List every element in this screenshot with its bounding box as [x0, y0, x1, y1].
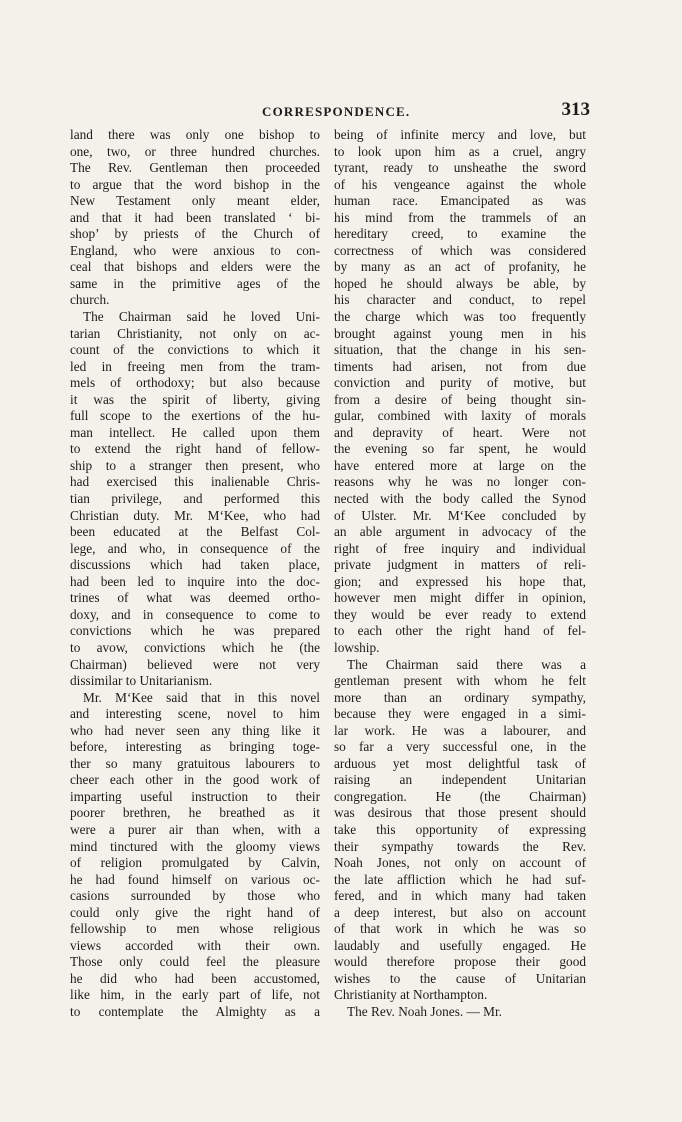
text-line: take this opportunity of expressing [334, 821, 586, 837]
text-line: lowship. [334, 639, 380, 655]
text-line: been educated at the Belfast Col- [70, 524, 320, 540]
text-line: they would be ever ready to extend [334, 606, 586, 622]
text-line: before, interesting as bringing toge- [70, 739, 320, 755]
text-line: his character and conduct, to repel [334, 292, 586, 308]
text-line: same in the primitive ages of the [70, 275, 320, 291]
text-line: the late affliction which he had suf- [334, 871, 586, 887]
text-line: hereditary creed, to examine the [334, 226, 586, 242]
text-line: and that it had been translated ‘ bi- [70, 209, 320, 225]
text-line: he had found himself on various oc- [70, 871, 320, 887]
text-line: England, who were anxious to con- [70, 242, 320, 258]
text-line: fered, and in which many had taken [334, 888, 586, 904]
text-line: shop’ by priests of the Church of [70, 226, 320, 242]
page-number: 313 [561, 99, 590, 120]
text-line: right of free inquiry and individual [334, 540, 586, 556]
text-line: Chairman) believed were not very [70, 656, 320, 672]
text-line: gion; and expressed his hope that, [334, 573, 586, 589]
text-line: one, two, or three hundred churches. [70, 143, 320, 159]
text-line: the evening so far spent, he would [334, 441, 586, 457]
text-line: have entered more at large on the [334, 457, 586, 473]
text-line: lege, and who, in consequence of the [70, 540, 320, 556]
text-line: of that work in which he was so [334, 921, 586, 937]
text-line: fellowship to men whose religious [70, 921, 320, 937]
text-line: could only give the right hand of [70, 904, 320, 920]
text-line: reasons why he was no longer con- [334, 474, 586, 490]
text-line: led in freeing men from the tram- [70, 358, 320, 374]
text-line: dissimilar to Unitarianism. [70, 673, 213, 689]
text-line: timents had arisen, not from due [334, 358, 586, 374]
text-line: an able argument in advocacy of the [334, 524, 586, 540]
text-line: convictions which he was prepared [70, 623, 320, 639]
running-head: CORRESPONDENCE. [262, 104, 411, 119]
text-line: Those only could feel the pleasure [70, 954, 320, 970]
text-line: to each other the right hand of fel- [334, 623, 586, 639]
text-line: had been led to inquire into the doc- [70, 573, 320, 589]
text-line: casions surrounded by those who [70, 888, 320, 904]
text-line: The Chairman said he loved Uni- [83, 309, 320, 325]
text-line: to avow, convictions which he (the [70, 639, 320, 655]
text-line: brought against young men in his [334, 325, 586, 341]
text-line: correctness of which was considered [334, 242, 586, 258]
text-line: poorer brethren, he breathed as it [70, 805, 320, 821]
text-line: congregation. He (the Chairman) [334, 788, 586, 804]
text-line: imparting useful instruction to their [70, 788, 320, 804]
text-line: lar work. He was a labourer, and [334, 722, 586, 738]
right-column [334, 127, 586, 1021]
text-line: however men might differ in opinion, [334, 590, 586, 606]
text-line: private judgment in matters of reli- [334, 557, 586, 573]
text-line: of Ulster. Mr. M‘Kee concluded by [334, 507, 586, 523]
text-line: cheer each other in the good work of [70, 772, 320, 788]
text-line: to argue that the word bishop in the [70, 176, 320, 192]
text-line: The Rev. Gentleman then proceeded [70, 160, 320, 176]
text-line: Christian duty. Mr. M‘Kee, who had [70, 507, 320, 523]
text-line: raising an independent Unitarian [334, 772, 586, 788]
text-line: were a purer air than when, with a [70, 821, 320, 837]
text-line: and interesting scene, novel to him [70, 706, 320, 722]
text-line: trines of what was deemed ortho- [70, 590, 320, 606]
text-line: being of infinite mercy and love, but [334, 127, 586, 142]
text-line: discussions which had taken place, [70, 557, 320, 573]
text-line: gular, combined with laxity of morals [334, 408, 586, 424]
text-line: count of the convictions to which it [70, 342, 320, 358]
text-line: tarian Christianity, not only on ac- [70, 325, 320, 341]
text-line: Christianity at Northampton. [334, 987, 488, 1003]
text-line: he did who had been accustomed, [70, 970, 320, 986]
page-header [72, 100, 592, 124]
text-line: tyrant, ready to unsheathe the sword [334, 160, 586, 176]
text-line: it was the spirit of liberty, giving [70, 391, 320, 407]
text-line: ship to a stranger then present, who [70, 457, 320, 473]
text-line: nected with the body called the Synod [334, 491, 586, 507]
text-line: tian privilege, and performed this [70, 491, 320, 507]
text-line: who had never seen any thing like it [70, 722, 320, 738]
text-line: their sympathy towards the Rev. [334, 838, 586, 854]
text-line: would therefore propose their good [334, 954, 586, 970]
text-line: mind tinctured with the gloomy views [70, 838, 320, 854]
text-line: to look upon him as a cruel, angry [334, 143, 586, 159]
text-line: more than an ordinary sympathy, [334, 689, 586, 705]
text-line: wishes to the cause of Unitarian [334, 970, 586, 986]
text-line: arduous yet most delightful task of [334, 755, 586, 771]
text-line: so far a very successful one, in the [334, 739, 586, 755]
text-line: New Testament only meant elder, [70, 193, 320, 209]
text-line: to extend the right hand of fellow- [70, 441, 320, 457]
text-line: gentleman present with whom he felt [334, 673, 586, 689]
text-line: of his vengeance against the whole [334, 176, 586, 192]
text-line: and depravity of heart. Were not [334, 424, 586, 440]
text-line: The Rev. Noah Jones. — Mr. [347, 1003, 502, 1019]
text-line: because they were engaged in a simi- [334, 706, 586, 722]
text-line: a deep interest, but also on account [334, 904, 586, 920]
text-line: mels of orthodoxy; but also because [70, 375, 320, 391]
text-line: Noah Jones, not only on account of [334, 855, 586, 871]
left-column [70, 127, 320, 1021]
text-line: situation, that the change in his sen- [334, 342, 586, 358]
text-line: conviction and purity of motive, but [334, 375, 586, 391]
text-line: of religion promulgated by Calvin, [70, 855, 320, 871]
text-line: ther so many gratuitous labourers to [70, 755, 320, 771]
text-line: his mind from the trammels of an [334, 209, 586, 225]
text-line: from a desire of being thought sin- [334, 391, 586, 407]
text-line: hoped he should always be able, by [334, 275, 586, 291]
text-line: laudably and usefully engaged. He [334, 937, 586, 953]
text-line: by many as an act of profanity, he [334, 259, 586, 275]
text-line: man intellect. He called upon them [70, 424, 320, 440]
text-line: church. [70, 292, 110, 308]
text-line: human race. Emancipated as was [334, 193, 586, 209]
text-line: was desirous that those present should [334, 805, 586, 821]
text-line: ceal that bishops and elders were the [70, 259, 320, 275]
text-line: The Chairman said there was a [347, 656, 586, 672]
text-line: to contemplate the Almighty as a [70, 1003, 320, 1019]
text-line: doxy, and in consequence to come to [70, 606, 320, 622]
text-line: land there was only one bishop to [70, 127, 320, 142]
text-line: the charge which was too frequently [334, 309, 586, 325]
text-line: views accorded with their own. [70, 937, 320, 953]
text-line: full scope to the exertions of the hu- [70, 408, 320, 424]
text-line: Mr. M‘Kee said that in this novel [83, 689, 320, 705]
text-line: had exercised this inalienable Chris- [70, 474, 320, 490]
text-line: like him, in the early part of life, not [70, 987, 320, 1003]
